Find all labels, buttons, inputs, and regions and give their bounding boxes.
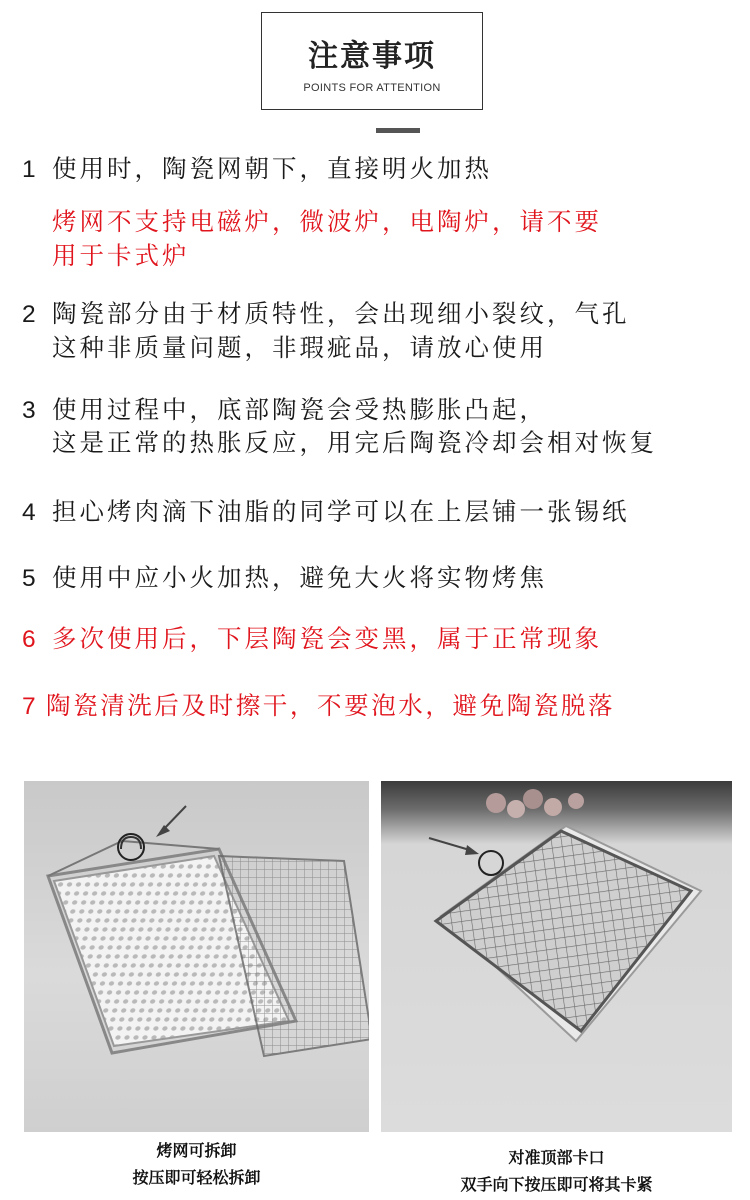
note-text: 多次使用后，下层陶瓷会变黑，属于正常现象 bbox=[52, 624, 602, 653]
note-2 bbox=[22, 296, 630, 333]
note-number: 1 bbox=[22, 156, 39, 183]
note-text: 使用过程中，底部陶瓷会受热膨胀凸起， bbox=[52, 395, 547, 424]
page-title: 注意事项 bbox=[308, 39, 436, 74]
caption-right-line2: 双手向下按压即可将其卡紧 bbox=[460, 1177, 653, 1194]
note-number: 7 bbox=[22, 693, 39, 720]
grill-assembled-illustration bbox=[381, 781, 732, 1132]
note-1-warning-line2: 用于卡式炉 bbox=[52, 241, 190, 270]
title-box bbox=[261, 12, 483, 110]
note-text: 担心烤肉滴下油脂的同学可以在上层铺一张锡纸 bbox=[52, 497, 630, 526]
note-text: 使用中应小火加热，避免大火将实物烤焦 bbox=[52, 563, 547, 592]
note-text: 陶瓷清洗后及时擦干，不要泡水，避免陶瓷脱落 bbox=[46, 691, 616, 720]
caption-right bbox=[381, 1145, 732, 1199]
note-number: 2 bbox=[22, 301, 39, 328]
photo-detach bbox=[24, 781, 369, 1132]
caption-left bbox=[24, 1138, 369, 1192]
note-text: 使用时，陶瓷网朝下，直接明火加热 bbox=[52, 154, 492, 183]
note-7 bbox=[22, 688, 615, 725]
grill-detach-illustration bbox=[24, 781, 369, 1132]
note-number: 3 bbox=[22, 397, 39, 424]
page-subtitle: POINTS FOR ATTENTION bbox=[303, 82, 441, 94]
note-2-line2: 这种非质量问题，非瑕疵品，请放心使用 bbox=[52, 333, 547, 362]
note-1-warning-line1: 烤网不支持电磁炉，微波炉，电陶炉，请不要 bbox=[52, 207, 602, 236]
note-3-line2: 这是正常的热胀反应，用完后陶瓷冷却会相对恢复 bbox=[52, 428, 657, 457]
note-number: 6 bbox=[22, 626, 39, 653]
note-number: 5 bbox=[22, 565, 39, 592]
note-number: 4 bbox=[22, 499, 39, 526]
note-6 bbox=[22, 621, 602, 658]
caption-left-line1: 烤网可拆卸 bbox=[156, 1143, 237, 1160]
note-text: 陶瓷部分由于材质特性，会出现细小裂纹，气孔 bbox=[52, 299, 630, 328]
note-5 bbox=[22, 560, 547, 597]
note-4 bbox=[22, 494, 630, 531]
photo-assembled bbox=[381, 781, 732, 1132]
note-3 bbox=[22, 392, 547, 429]
title-divider bbox=[376, 128, 420, 133]
caption-right-line1: 对准顶部卡口 bbox=[508, 1150, 605, 1167]
note-1 bbox=[22, 151, 492, 188]
caption-left-line2: 按压即可轻松拆卸 bbox=[132, 1170, 261, 1187]
flower-decoration bbox=[486, 789, 584, 818]
